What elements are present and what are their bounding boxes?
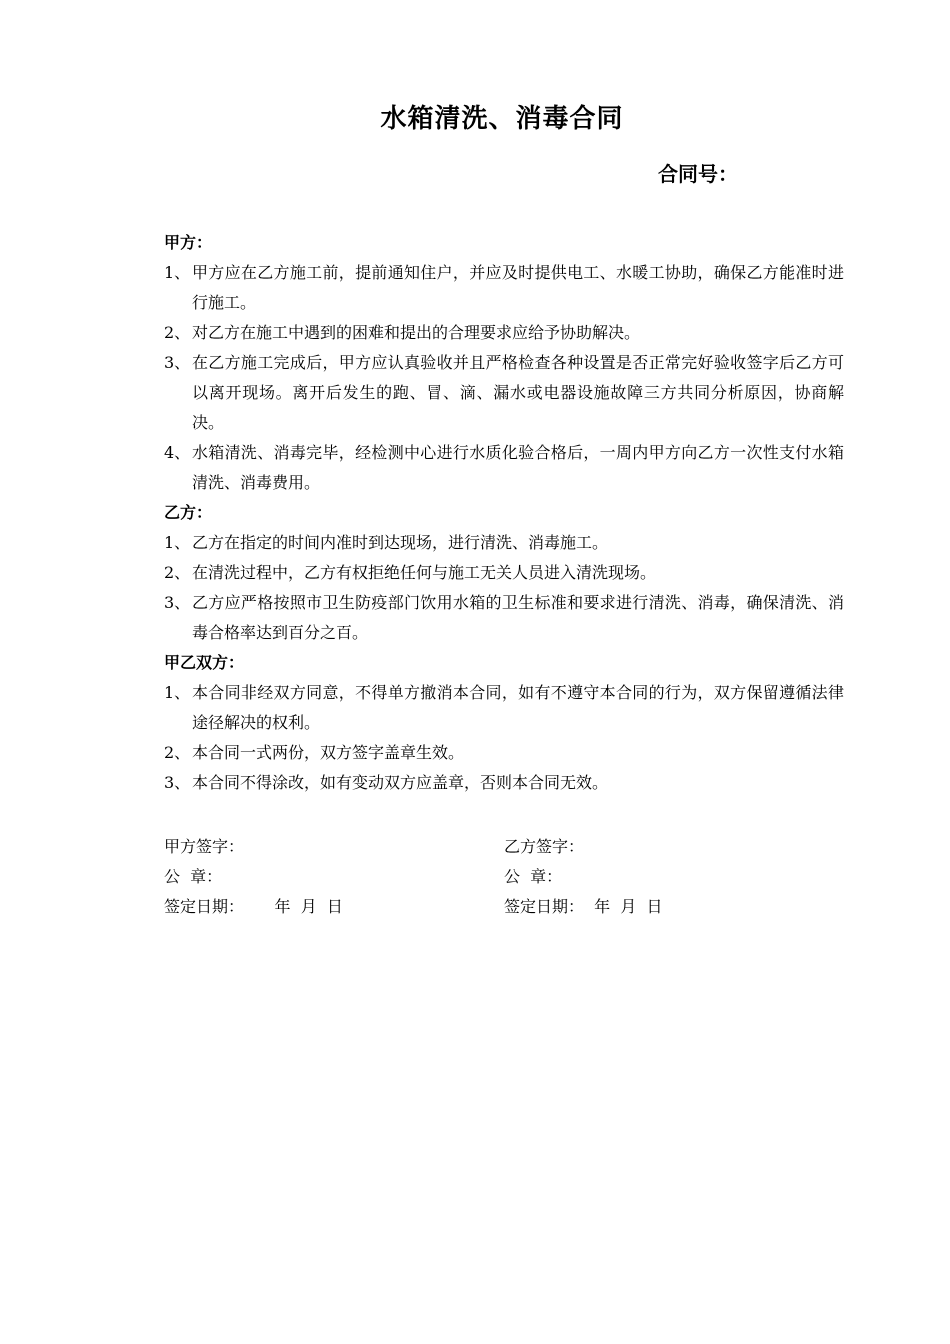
- clause-number: 2、: [164, 563, 191, 582]
- contract-number-label: 合同号：: [658, 162, 738, 186]
- clause-text: 在清洗过程中，乙方有权拒绝任何与施工无关人员进入清洗现场。: [192, 563, 657, 582]
- party-b-heading: 乙方：: [164, 503, 213, 522]
- party-a-seal-label: 公 章：: [164, 867, 223, 886]
- date-row: [164, 892, 844, 922]
- signature-block: [164, 832, 844, 922]
- clause-text: 水箱清洗、消毒完毕，经检测中心进行水质化验合格后，一周内甲方向乙方一次性支付水箱清洗、消毒费用。: [192, 443, 844, 492]
- clause-number: 1、: [164, 263, 191, 282]
- clause-number: 3、: [164, 593, 191, 612]
- both-parties-clause: [164, 738, 844, 768]
- clause-text: 本合同一式两份，双方签字盖章生效。: [192, 743, 465, 762]
- party-b-clause: [164, 588, 844, 648]
- signature-row: [164, 832, 844, 862]
- clause-number: 2、: [164, 743, 191, 762]
- clause-number: 2、: [164, 323, 191, 342]
- party-a-signature-label: 甲方签字：: [164, 837, 245, 856]
- both-parties-heading: 甲乙双方：: [164, 653, 245, 672]
- clause-text: 甲方应在乙方施工前，提前通知住户，并应及时提供电工、水暖工协助，确保乙方能准时进行施工。: [192, 263, 844, 312]
- party-a-clause: [164, 318, 844, 348]
- clause-number: 1、: [164, 683, 191, 702]
- both-parties-clause: [164, 768, 844, 798]
- party-b-date-label: 签定日期： 年 月 日: [504, 897, 663, 916]
- party-a-date-label: 签定日期： 年 月 日: [164, 897, 343, 916]
- clause-text: 本合同不得涂改，如有变动双方应盖章，否则本合同无效。: [192, 773, 609, 792]
- clause-text: 对乙方在施工中遇到的困难和提出的合理要求应给予协助解决。: [192, 323, 641, 342]
- party-b-clause: [164, 528, 844, 558]
- document-title: 水箱清洗、消毒合同: [380, 104, 624, 134]
- clause-number: 4、: [164, 443, 191, 462]
- party-b-seal-label: 公 章：: [504, 867, 563, 886]
- party-b-clause: [164, 558, 844, 588]
- both-parties-clause: [164, 678, 844, 738]
- clause-number: 3、: [164, 773, 191, 792]
- party-a-clause: [164, 438, 844, 498]
- clause-text: 在乙方施工完成后，甲方应认真验收并且严格检查各种设置是否正常完好验收签字后乙方可以离开现场。离开后发生的跑、冒、滴、漏水或电器设施故障三方共同分析原因，协商解决。: [192, 353, 844, 432]
- clause-number: 3、: [164, 353, 191, 372]
- contract-body: [164, 228, 844, 798]
- party-a-clause: [164, 258, 844, 318]
- clause-text: 乙方应严格按照市卫生防疫部门饮用水箱的卫生标准和要求进行清洗、消毒，确保清洗、消毒合格率达到百分之百。: [192, 593, 844, 642]
- party-a-clause: [164, 348, 844, 438]
- party-b-signature-label: 乙方签字：: [504, 837, 585, 856]
- clause-number: 1、: [164, 533, 191, 552]
- party-a-heading: 甲方：: [164, 233, 213, 252]
- clause-text: 本合同非经双方同意，不得单方撤消本合同，如有不遵守本合同的行为，双方保留遵循法律途径解决的权利。: [192, 683, 844, 732]
- seal-row: [164, 862, 844, 892]
- clause-text: 乙方在指定的时间内准时到达现场，进行清洗、消毒施工。: [192, 533, 609, 552]
